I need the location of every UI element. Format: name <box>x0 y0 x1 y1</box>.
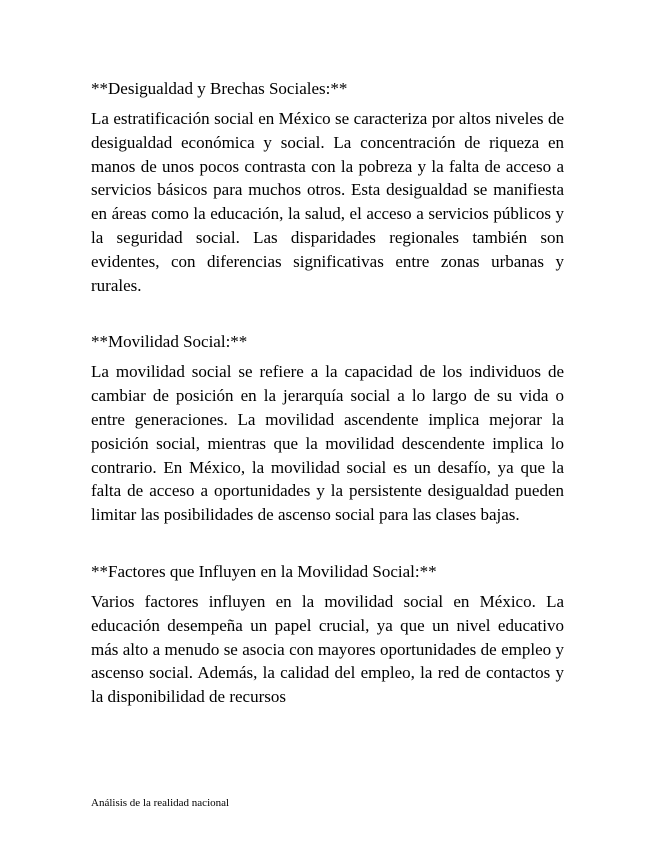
section-heading: **Movilidad Social:** <box>91 332 248 352</box>
section-paragraph: La movilidad social se refiere a la capacidad de los individuos de cambiar de posición en la jerarquía social a lo largo de su vida o entre generaciones. La movilidad ascendente implica mejorar la posición social, mientras que la movilidad descendente implica lo contrario. En México, la movilidad social es un desafío, ya que la falta de acceso a oportunidades y la persistente desigualdad pueden limitar las posibilidades de ascenso social para las clases bajas. <box>91 362 564 525</box>
section-heading: **Desigualdad y Brechas Sociales:** <box>91 79 348 98</box>
section-desigualdad <box>91 77 564 297</box>
section-movilidad <box>91 330 564 527</box>
document-page <box>91 77 564 709</box>
section-factores <box>91 560 564 709</box>
page-footer: Análisis de la realidad nacional <box>91 797 230 809</box>
section-paragraph: Varios factores influyen en la movilidad social en México. La educación desempeña un papel crucial, ya que un nivel educativo más alto a menudo se asocia con mayores oportunidades de empleo y ascenso social. Además, la calidad del empleo, la red de contactos y la disponibilidad de recursos <box>91 591 564 707</box>
section-paragraph: La estratificación social en México se caracteriza por altos niveles de desigualdad económica y social. La concentración de riqueza en manos de unos pocos contrasta con la pobreza y la falta de acceso a servicios básicos para muchos otros. Esta desigualdad se manifiesta en áreas como la educación, la salud, el acceso a servicios públicos y la seguridad social. Las disparidades regionales también son evidentes, con diferencias significativas entre zonas urbanas y rurales. <box>91 109 564 295</box>
section-heading: **Factores que Influyen en la Movilidad Social:** <box>91 561 437 581</box>
